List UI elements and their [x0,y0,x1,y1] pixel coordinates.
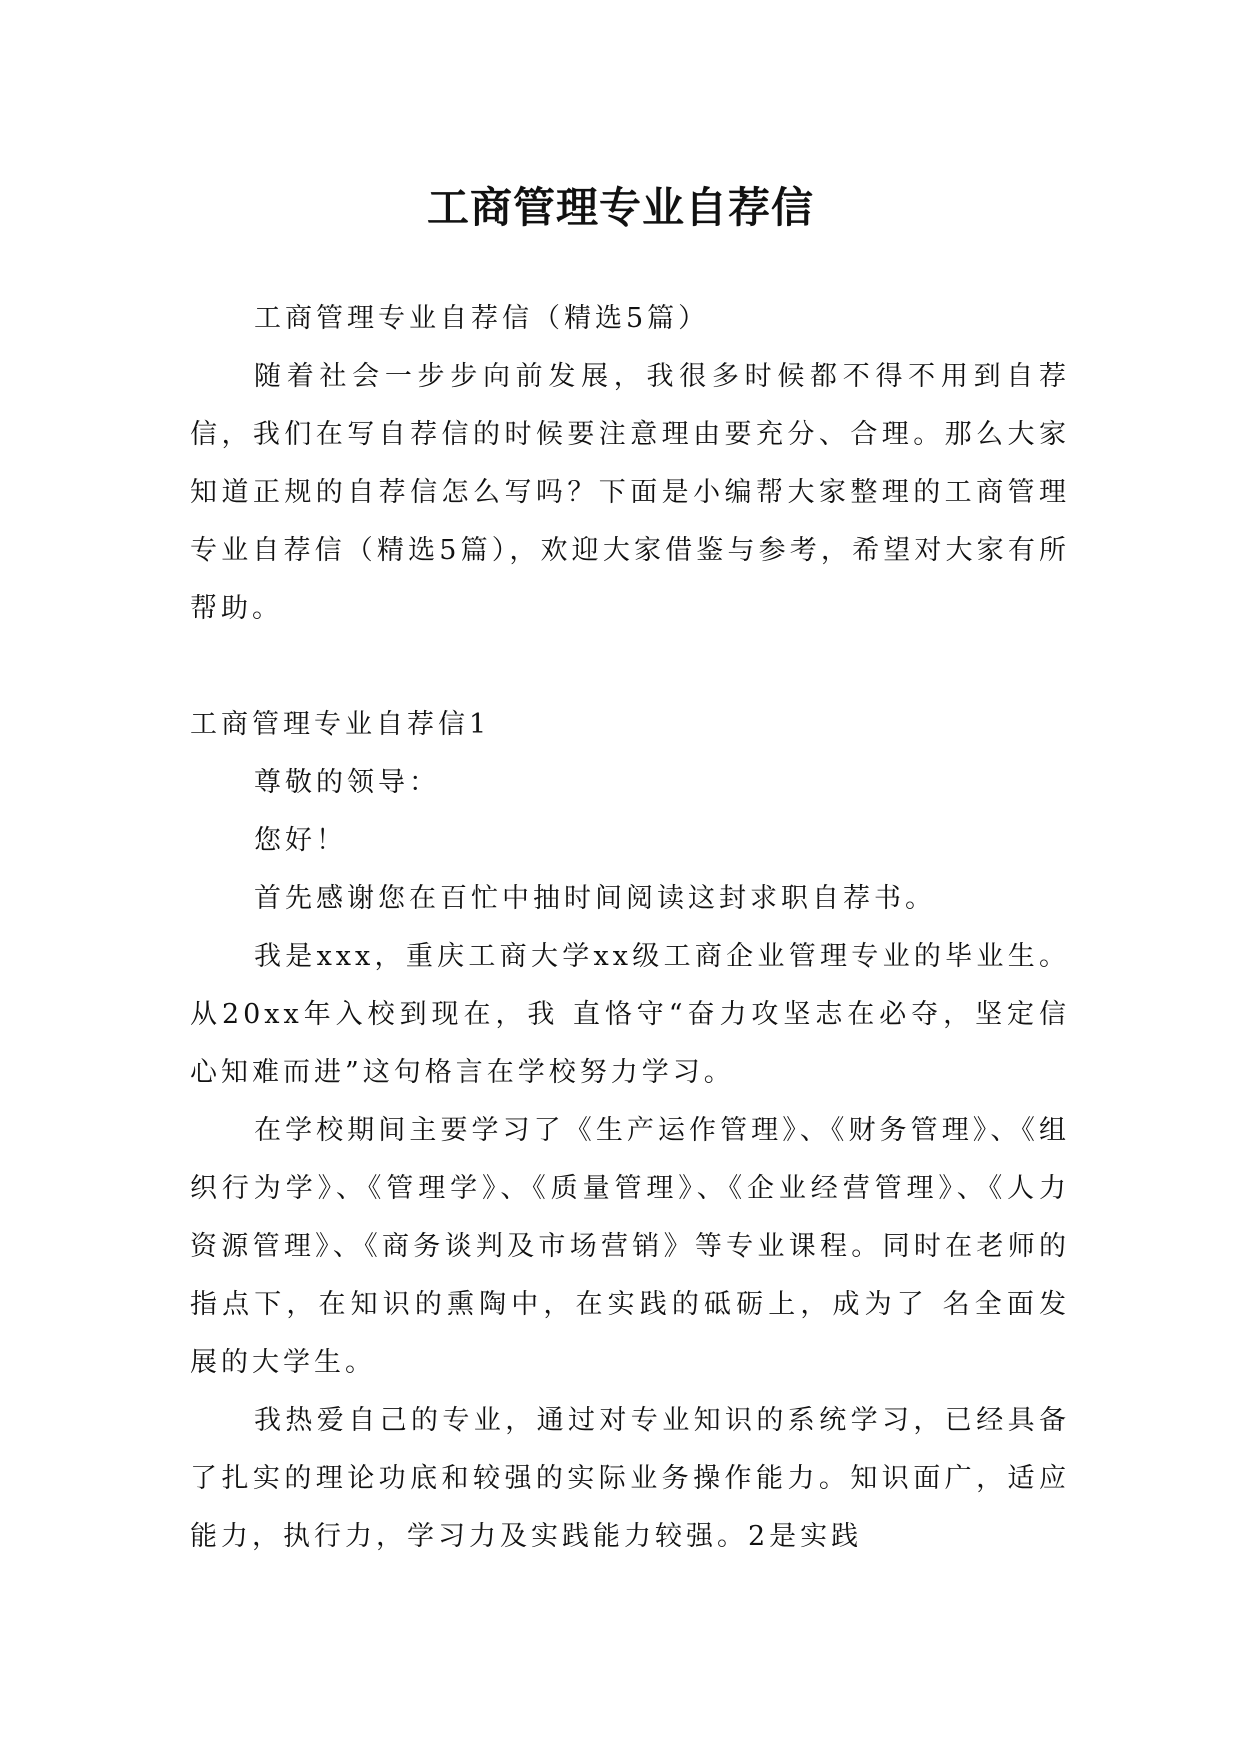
body-paragraph: 我是xxx，重庆工商大学xx级工商企业管理专业的毕业生。从20xx年入校到现在，我 直恪守“奋力攻坚志在必夺，坚定信心知难而进”这句格言在学校努力学习。 [190,941,1070,1088]
body-paragraph: 在学校期间主要学习了《生产运作管理》、《财务管理》、《组织行为学》、《管理学》、《质量管理》、《企业经营管理》、《人力资源管理》、《商务谈判及市场营销》等专业课程。同时在老师的指点下，在知识的熏陶中，在实践的砥砺上，成为了 名全面发展的大学生。 [190,1115,1070,1378]
section-heading: 工商管理专业自荐信1 [190,709,491,740]
document-title: 工商管理专业自荐信 [426,183,814,233]
body-paragraph: 首先感谢您在百忙中抽时间阅读这封求职自荐书。 [254,883,936,914]
greeting: 您好！ [254,825,347,856]
section-spacer [190,638,1070,696]
body-paragraph: 我热爱自己的专业，通过对专业知识的系统学习，已经具备了扎实的理论功底和较强的实际业务操作能力。知识面广，适应能力，执行力，学习力及实践能力较强。2是实践 [190,1405,1070,1552]
intro-paragraph: 随着社会一步步向前发展，我很多时候都不得不用到自荐信，我们在写自荐信的时候要注意理由要充分、合理。那么大家知道正规的自荐信怎么写吗？下面是小编帮大家整理的工商管理专业自荐信（精选5篇），欢迎大家借鉴与参考，希望对大家有所帮助。 [190,361,1070,624]
subtitle: 工商管理专业自荐信（精选5篇） [254,303,710,334]
document-body [190,290,1070,1566]
salutation: 尊敬的领导： [254,767,440,798]
